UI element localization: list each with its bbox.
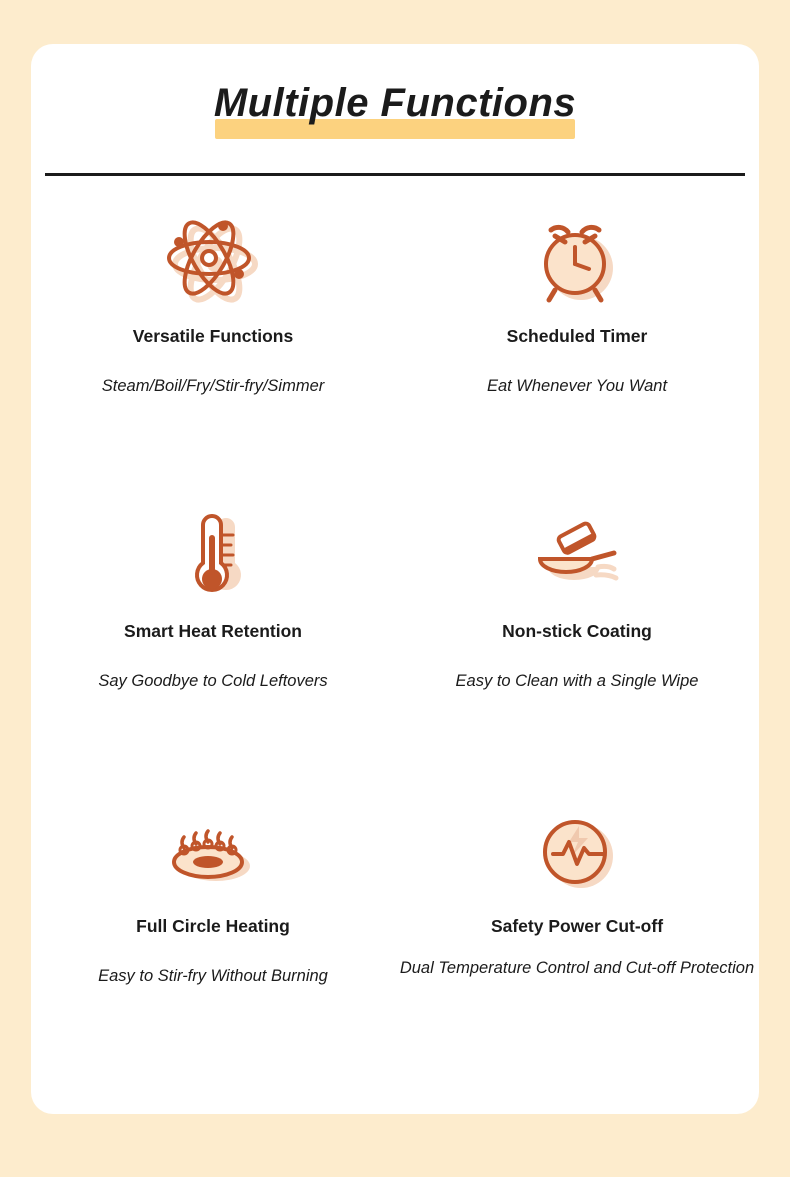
alarm-clock-icon <box>529 210 625 314</box>
non-stick-pan-wipe-icon <box>522 505 632 609</box>
power-cutoff-icon <box>529 800 625 904</box>
feature-desc: Dual Temperature Control and Cut-off Protection <box>399 959 755 977</box>
feature-title: Non-stick Coating <box>502 621 652 641</box>
feature-item <box>31 505 395 800</box>
feature-title: Full Circle Heating <box>136 916 290 936</box>
feature-desc: Easy to Clean with a Single Wipe <box>455 672 699 690</box>
page-title-block <box>31 81 759 143</box>
feature-desc: Eat Whenever You Want <box>486 377 668 395</box>
circle-heating-icon <box>158 800 268 904</box>
title-divider <box>45 173 745 176</box>
feature-item <box>395 210 759 505</box>
feature-title: Smart Heat Retention <box>124 621 302 641</box>
feature-title: Versatile Functions <box>132 326 294 346</box>
feature-desc: Steam/Boil/Fry/Stir-fry/Simmer <box>101 377 325 395</box>
page-title: Multiple Functions <box>213 81 577 125</box>
feature-title: Scheduled Timer <box>506 326 648 346</box>
feature-item <box>31 210 395 505</box>
feature-grid <box>31 210 759 1095</box>
feature-desc: Easy to Stir-fry Without Burning <box>98 967 328 985</box>
feature-item <box>395 505 759 800</box>
atom-icon <box>165 210 261 314</box>
feature-item <box>395 800 759 1095</box>
thermometer-icon <box>165 505 261 609</box>
feature-title: Safety Power Cut-off <box>490 916 664 936</box>
feature-desc: Say Goodbye to Cold Leftovers <box>98 672 328 690</box>
feature-item <box>31 800 395 1095</box>
feature-card <box>31 44 759 1114</box>
